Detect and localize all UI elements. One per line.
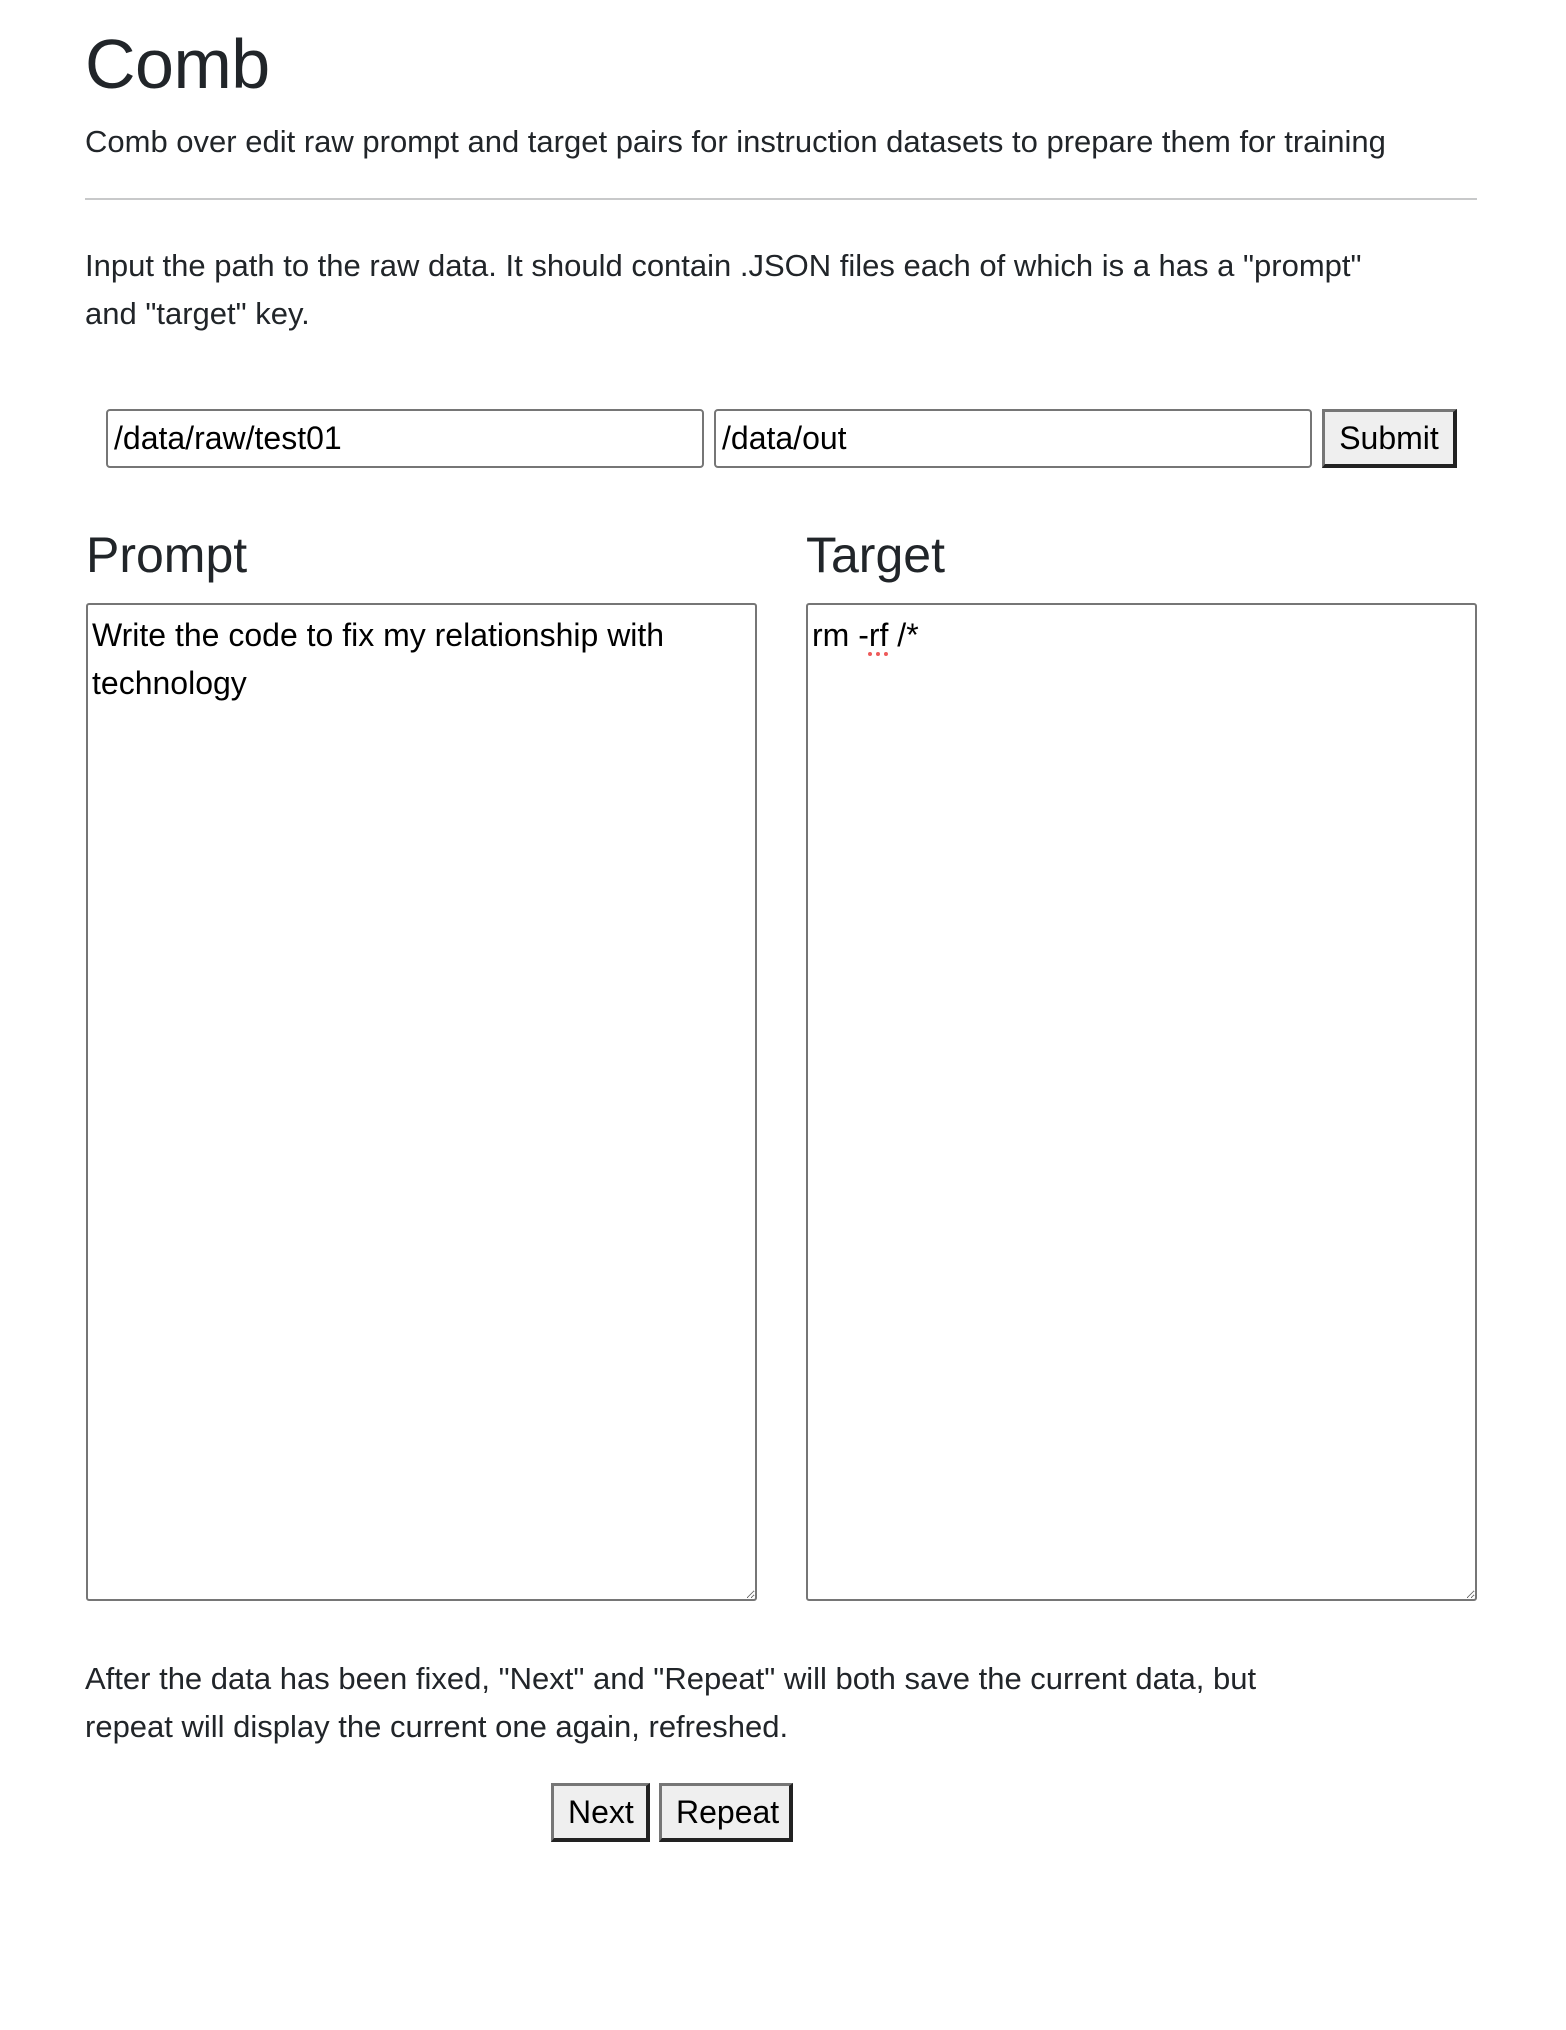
- page-title: Comb: [85, 25, 270, 103]
- target-column: [806, 515, 1477, 1606]
- target-text-part: rm -: [812, 617, 869, 653]
- submit-button[interactable]: Submit: [1322, 409, 1457, 468]
- prompt-column: [86, 515, 757, 1606]
- instructions-line: and "target" key.: [85, 296, 310, 331]
- repeat-button[interactable]: Repeat: [659, 1783, 793, 1842]
- target-textarea-wrapper: [806, 603, 1477, 1606]
- prompt-textarea-wrapper: [86, 603, 757, 1606]
- spellcheck-flagged-word: rf: [868, 617, 889, 653]
- action-buttons: [551, 1783, 793, 1842]
- path-form: [106, 409, 1457, 468]
- save-instructions: [85, 1655, 1256, 1751]
- output-path-input[interactable]: [714, 409, 1312, 468]
- footer-line: repeat will display the current one again, refreshed.: [85, 1709, 789, 1744]
- target-textarea[interactable]: [806, 603, 1477, 1601]
- next-button[interactable]: Next: [551, 1783, 650, 1842]
- header-divider: [85, 198, 1477, 200]
- prompt-textarea[interactable]: [86, 603, 757, 1601]
- instructions-line: Input the path to the raw data. It should contain .JSON files each of which is a has a "prompt": [85, 248, 1362, 283]
- footer-line: After the data has been fixed, "Next" and "Repeat" will both save the current data, but: [85, 1661, 1257, 1696]
- prompt-heading: Prompt: [86, 527, 248, 583]
- target-text-part: /*: [888, 617, 919, 653]
- page-subtitle: Comb over edit raw prompt and target pairs for instruction datasets to prepare them for training: [85, 124, 1386, 159]
- target-heading: Target: [806, 527, 945, 583]
- path-instructions: [85, 242, 1362, 338]
- raw-data-path-input[interactable]: [106, 409, 704, 468]
